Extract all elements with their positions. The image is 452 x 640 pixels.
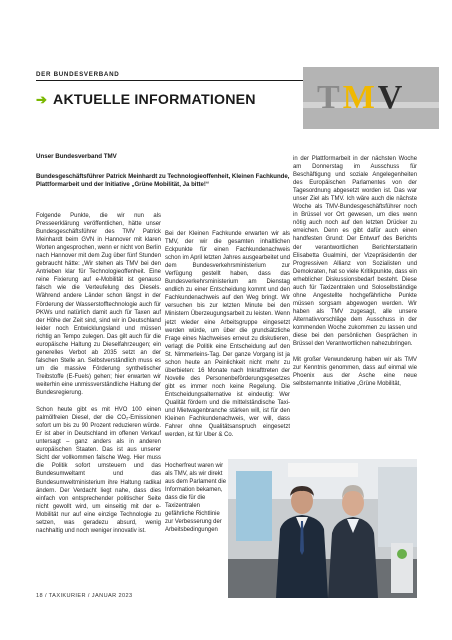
text-column-2 <box>165 230 290 439</box>
paragraph: Folgende Punkte, die wir nun als Presseerklärung veröffentlichen, hätte unser Bundesgeschäftsführer des TMV Patrick Meinhardt beim GVN in Hannover mit klaren Worten angesprochen, wenn er nicht von Berlin nach Hannover mit dem Zug über fünf Stunden gebraucht hätte: „Wir stehen als TMV bei den Antrieben klar für Technologieoffenheit. Eine reine Fixierung auf e-Mobilität ist genauso falsch wie die Verteufelung des Diesels. Während andere Länder schon längst in der Förderung der Wasserstofftechnologie auch für PKWs und natürlich damit auch für Taxen auf der Höhe der Zeit sind, sind wir in Deutschland leider noch Entwicklungsland und müssen richtig an Tempo zulegen. Das gilt auch für die europäische Haltung zu Dieselfahrzeugen; ein generelles Verbot ab 2035 setzt an der falschen Stelle an. Selbstverständlich muss es um die massive Förderung synthetischer Treibstoffe (E-Fuels) gehen; hier erwarten wir weiterhin eine unmissverständliche Haltung der Bundesregierung. <box>36 213 161 397</box>
paragraph: Mit großer Verwunderung haben wir als TMV zur Kenntnis genommen, dass auf einmal wie Phoenix aus der Asche eine neue selbsternannte Initiative „Grüne Mobilität, <box>293 357 417 388</box>
logo-letter-m: M <box>342 79 378 116</box>
paragraph: Schon heute gibt es mit HVO 100 einen palmölfreien Diesel, der die CO₂-Emissionen sofort um bis zu 90 Prozent reduzieren würde. Er ist aber in Deutschland im offenen Verkauf untersagt – ganz anders als in anderen europäischen Staaten. Das ist aus unserer Sicht der vollkommen falsche Weg. Hier muss die Politik sofort umsteuern und das Bundesumweltamt und das Bundesumweltministerium ihre Haltung radikal ändern. Der Verdacht liegt nahe, dass dies einfach von entsprechender politischer Seite nicht gewollt wird, um einseitig mit der e-Mobilität nur auf eine einzige Technologie zu setzen, was geradezu absurd, wenig nachhaltig und noch weniger innovativ ist. <box>36 407 161 534</box>
event-photo <box>228 459 417 598</box>
paragraph: in der Plattformarbeit in der nächsten Woche am Donnerstag im Ausschuss für Beschäftigung und soziale Angelegenheiten des Europäischen Parlamentes von der Tagesordnung abgesetzt worden ist. Das war unser Ziel als TMV. Ich wäre auch die nächste Woche als TMV-Bundesgeschäftsführer noch in Brüssel vor Ort gewesen, um dies wenn nötig auch noch auf den letzten Drücker zu erreichen. Denn es gibt dafür auch einen handfesten Grund: Der Entwurf des Berichts der verantwortlichen Berichterstatterin Elisabetta Gualmini, der Vizepräsidentin der Progressiven Allianz von Sozialisten und Demokraten, hat so viele Kritikpunkte, dass ein erheblicher Diskussionsbedarf besteht. Diese auch für Taxizentralen und Soloselbständige ohne Angestellte hochgefährliche Punkte müssen sorgsam abgewogen werden. Wir haben als TMV zugesagt, alle unsere Alternativvorschläge dem Ausschuss in der kommenden Woche zukommen zu lassen und diese bei den persönlichen Gesprächen in Brüssel den Verantwortlichen nahezubringen. <box>293 156 417 348</box>
section-label: DER BUNDESVERBAND <box>36 71 120 78</box>
paragraph: Bei der Kleinen Fachkunde erwarten wir als TMV, der wir die gesamten inhaltlichen Eckpunkte für einen Fachkundenachweis schon im April letzten Jahres ausgearbeitet und dem Bundesverkehrsministerium zur Verfügung gestellt haben, dass das Bundesverkehrsministerium am Dienstag endlich zu einer Entscheidung kommt und den Fachkundenachweis auf den Weg bringt. Wir versuchen bis zur letzten Minute bei den Ministern Überzeugungsarbeit zu leisten. Wenn jetzt wieder eine Arbeitsgruppe eingesetzt werden würde, um über die grundsätzliche Frage eines Nachweises erneut zu diskutieren, verlagt die Politik eine Entscheidung auf den St. Nimmerleins-Tag. Der ganze Vorgang ist ja schon heute an Peinlichkeit nicht mehr zu überbieten: 16 Monate nach Inkrafttreten der Novelle des Personenbeförderungsgesetzes gibt es immer noch keine Regelung. Die Entscheidungsalternative ist eindeutig: Wer Qualität fördern und die mittelständische Taxi- und Mietwagenbranche stärken will, ist für den Kleinen Fachkundenachweis, wer will, dass Fahrer ohne Qualitätsanspruch eingesetzt werden, ist für Uber & Co. <box>165 231 290 439</box>
logo-letter-t: T <box>317 79 343 116</box>
text-column-2-narrow <box>165 462 227 534</box>
page-folio: 18 / TAXIKURIER / JANUAR 2023 <box>36 593 133 599</box>
text-column-3 <box>293 155 417 388</box>
page-title: AKTUELLE INFORMATIONEN <box>53 92 256 108</box>
text-column-1 <box>36 212 161 535</box>
arrow-right-icon: ➔ <box>36 92 47 107</box>
logo-letter-v: V <box>377 79 406 116</box>
article-kicker: Unser Bundesverband TMV <box>36 153 117 160</box>
article-lead: Bundesgeschäftsführer Patrick Meinhardt zu Technologieoffenheit, Kleinen Fachkunde, Plattformarbeit und der Initiative „Grüne Mobilität, Ja bitte!“ <box>36 173 290 189</box>
tmv-logo <box>303 67 439 129</box>
paragraph: Hocherfreut waren wir als TMV, als wir direkt aus dem Parlament die Information bekamen, dass die für die Taxizentralen gefährliche Richtlinie zur Verbesserung der Arbeitsbedingungen <box>165 463 227 534</box>
